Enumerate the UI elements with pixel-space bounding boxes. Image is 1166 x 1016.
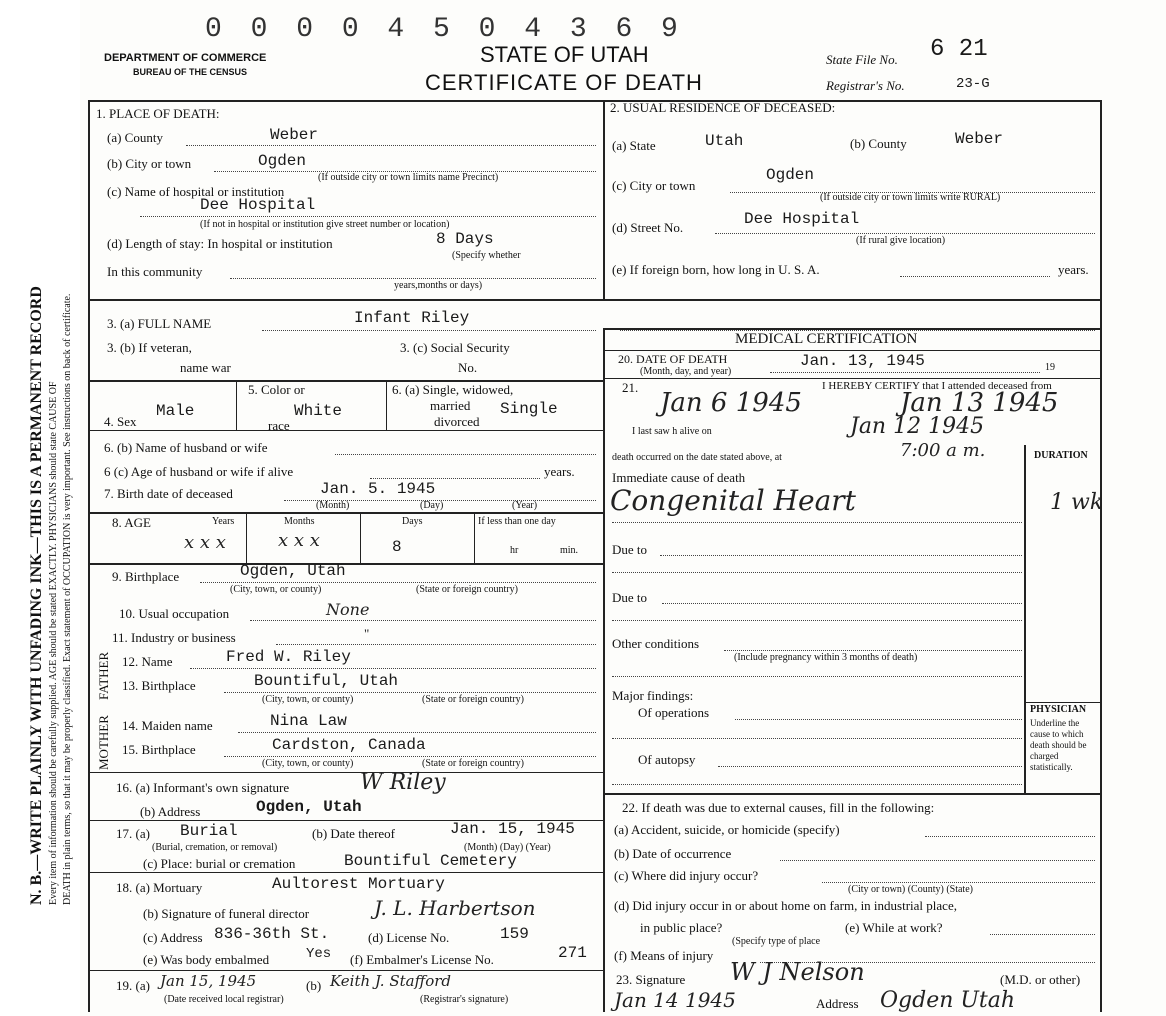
physician-heading: PHYSICIAN: [1030, 704, 1087, 715]
external-d-note: (Specify type of place: [732, 936, 821, 947]
last-saw-label: I last saw h alive on: [632, 426, 712, 437]
months-label: Months: [284, 516, 315, 527]
full-name-label: 3. (a) FULL NAME: [107, 316, 212, 331]
burial-date-label: (b) Date thereof: [312, 826, 396, 841]
burial-value: Burial: [180, 822, 238, 840]
birthplace-note1: (City, town, or county): [230, 584, 322, 595]
full-name: Infant Riley: [354, 309, 470, 327]
received-label: 19. (a): [116, 978, 150, 993]
autopsy-label: Of autopsy: [638, 752, 696, 767]
occupation-value: None: [326, 600, 370, 619]
main-divider: [603, 328, 605, 1012]
birth-date-label: 7. Birth date of deceased: [104, 486, 233, 501]
place-hospital-note: (If not in hospital or institution give street number or location): [200, 219, 450, 230]
duration-label: DURATION: [1034, 450, 1088, 461]
color-value: White: [294, 402, 343, 420]
due-to-2-label: Due to: [612, 590, 648, 605]
marital-sub1: married: [430, 398, 471, 413]
place-county: Weber: [270, 126, 319, 144]
mother-name-label: 14. Maiden name: [122, 718, 213, 733]
mother-birth-label: 15. Birthplace: [122, 742, 196, 757]
mortuary-label: 18. (a) Mortuary: [116, 880, 203, 895]
license-value: 159: [500, 925, 529, 943]
birth-day-note: (Day): [420, 500, 444, 511]
death-time: 7:00 a m.: [900, 440, 986, 461]
color-sub: race: [268, 418, 290, 433]
signature-label: 23. Signature: [616, 972, 686, 987]
side-margin: [0, 0, 80, 1016]
section-divider-1: [88, 299, 1100, 301]
informant-sig-label: 16. (a) Informant's own signature: [116, 780, 290, 795]
operations-label: Of operations: [638, 705, 710, 720]
external-e: (e) While at work?: [845, 920, 943, 935]
registrar-signature: Keith J. Stafford: [330, 972, 451, 990]
age-days: 8: [392, 538, 402, 556]
due-to-1-label: Due to: [612, 542, 648, 557]
residence-street: Dee Hospital: [744, 210, 860, 228]
residence-heading: 2. USUAL RESIDENCE OF DECEASED:: [610, 100, 836, 115]
birth-year-note: (Year): [512, 500, 538, 511]
signature-address-label: Address: [816, 996, 859, 1011]
father-birth-note1: (City, town, or county): [262, 694, 354, 705]
color-label: 5. Color or: [248, 382, 305, 397]
attended-to: Jan 13 1945: [900, 388, 1059, 418]
license-label: (d) License No.: [368, 930, 450, 945]
external-d: (d) Did injury occur in or about home on farm, in industrial place,: [614, 898, 957, 913]
place-hospital-label: (c) Name of hospital or institution: [107, 184, 285, 199]
informant-address: Ogden, Utah: [256, 798, 362, 816]
residence-street-label: (d) Street No.: [612, 220, 684, 235]
page-title: CERTIFICATE OF DEATH: [425, 70, 703, 95]
external-d2: in public place?: [640, 920, 723, 935]
birth-month-note: (Month): [316, 500, 350, 511]
father-name: Fred W. Riley: [226, 648, 351, 666]
husband-age-label: 6 (c) Age of husband or wife if alive: [104, 464, 294, 479]
veteran-label: 3. (b) If veteran,: [107, 340, 192, 355]
received-date: Jan 15, 1945: [160, 972, 257, 990]
duration-divider: [1024, 445, 1026, 793]
place-city: Ogden: [258, 152, 307, 170]
age-months: x x x: [278, 530, 320, 551]
place-community-note: years,months or days): [394, 280, 483, 291]
medical-heading: MEDICAL CERTIFICATION: [735, 331, 918, 347]
father-birth-label: 13. Birthplace: [122, 678, 196, 693]
director-label: (b) Signature of funeral director: [143, 906, 310, 921]
husband-label: 6. (b) Name of husband or wife: [104, 440, 268, 455]
external-heading: 22. If death was due to external causes, fill in the following:: [622, 800, 935, 815]
age-label: 8. AGE: [112, 515, 151, 530]
father-tag: FATHER: [96, 651, 111, 700]
embalmer-value: 271: [558, 944, 587, 962]
place-community-label: In this community: [107, 264, 203, 279]
marital-sub2: divorced: [434, 414, 480, 429]
burial-label: 17. (a): [116, 826, 150, 841]
father-birth-note2: (State or foreign country): [422, 694, 524, 705]
registrar-sig-note: (Registrar's signature): [420, 994, 509, 1005]
external-c: (c) Where did injury occur?: [614, 868, 759, 883]
certify-text: I HEREBY CERTIFY that I attended deceased from: [822, 380, 1052, 392]
mother-birth-note2: (State or foreign country): [422, 758, 524, 769]
place-city-label: (b) City or town: [107, 156, 192, 171]
frame-right: [1100, 100, 1102, 1012]
mother-name: Nina Law: [270, 712, 347, 730]
father-birthplace: Bountiful, Utah: [254, 672, 399, 690]
other-conditions-label: Other conditions: [612, 636, 700, 651]
bureau: BUREAU OF THE CENSUS: [133, 67, 248, 77]
residence-state: Utah: [705, 132, 744, 150]
birthplace-label: 9. Birthplace: [112, 569, 180, 584]
residence-county-label: (b) County: [850, 136, 907, 151]
place-hospital: Dee Hospital: [200, 196, 316, 214]
registrar-label: Registrar's No.: [826, 78, 905, 93]
physician-signature: W J Nelson: [730, 958, 865, 986]
place-stay: 8 Days: [436, 230, 494, 248]
hr-label: hr: [510, 545, 519, 556]
physician-note: Underline the cause to which death should be charged statistically.: [1030, 718, 1087, 772]
father-name-label: 12. Name: [122, 654, 173, 669]
other-conditions-note: (Include pregnancy within 3 months of death): [734, 652, 918, 663]
death-date: Jan. 13, 1945: [800, 352, 925, 370]
age-years: x x x: [184, 532, 226, 553]
place-stay-label: (d) Length of stay: In hospital or institution: [107, 236, 333, 251]
birth-date: Jan. 5. 1945: [320, 480, 436, 498]
immediate-duration: 1 wk: [1050, 490, 1104, 515]
registrar-sig-label: (b): [306, 978, 322, 993]
industry-value: ": [364, 626, 370, 641]
death-date-trail: 19: [1045, 362, 1055, 373]
marital-value: Single: [500, 400, 558, 418]
side-instruction-main: N. B.—WRITE PLAINLY WITH UNFADING INK—THIS IS A PERMANENT RECORD: [28, 286, 45, 905]
mortuary-address-label: (c) Address: [143, 930, 203, 945]
mortuary-address: 836-36th St.: [214, 925, 330, 943]
residence-foreign-unit: years.: [1058, 262, 1089, 277]
death-date-label: 20. DATE OF DEATH: [618, 352, 728, 366]
burial-note: (Burial, cremation, or removal): [152, 842, 278, 853]
top-divider: [603, 100, 605, 300]
occupation-label: 10. Usual occupation: [119, 606, 230, 621]
last-saw-date: Jan 12 1945: [850, 414, 985, 439]
immediate-cause: Congenital Heart: [610, 484, 856, 517]
certify-number: 21.: [622, 380, 639, 395]
frame-top: [88, 100, 1100, 102]
residence-city-note: (If outside city or town limits write RURAL): [820, 192, 1001, 203]
mother-tag: MOTHER: [96, 715, 111, 770]
embalmer-label: (f) Embalmer's License No.: [350, 952, 494, 967]
external-f: (f) Means of injury: [614, 948, 714, 963]
row-divider-3b: [88, 380, 603, 382]
years-label: Years: [212, 516, 235, 527]
md-label: (M.D. or other): [1000, 972, 1081, 987]
attended-from: Jan 6 1945: [660, 388, 802, 418]
industry-label: 11. Industry or business: [112, 630, 236, 645]
burial-place: Bountiful Cemetery: [344, 852, 517, 870]
burial-date-note: (Month) (Day) (Year): [464, 842, 551, 853]
immediate-label: Immediate cause of death: [612, 470, 746, 485]
embalmed-value: Yes: [306, 946, 332, 962]
external-c-note: (City or town) (County) (State): [848, 884, 973, 895]
less-than-day-label: If less than one day: [478, 516, 556, 527]
mother-birth-note1: (City, town, or county): [262, 758, 354, 769]
mortuary-value: Aultorest Mortuary: [272, 875, 445, 893]
registrar-value: 23-G: [956, 76, 990, 92]
state-file-label: State File No.: [826, 52, 898, 67]
department: DEPARTMENT OF COMMERCE: [104, 52, 267, 64]
birthplace-note2: (State or foreign country): [416, 584, 518, 595]
sex-value: Male: [156, 402, 195, 420]
residence-foreign-label: (e) If foreign born, how long in U. S. A.: [612, 262, 820, 277]
signature-date: Jan 14 1945: [614, 988, 736, 1012]
marital-label: 6. (a) Single, widowed,: [392, 382, 514, 397]
director-signature: J. L. Harbertson: [374, 896, 536, 920]
min-label: min.: [560, 545, 579, 556]
embalmed-label: (e) Was body embalmed: [143, 952, 270, 967]
sex-label: 4. Sex: [104, 414, 137, 429]
major-findings-label: Major findings:: [612, 688, 694, 703]
state-title: STATE OF UTAH: [480, 42, 649, 67]
husband-age-unit: years.: [544, 464, 575, 479]
death-time-label: death occurred on the date stated above, at: [612, 452, 782, 463]
residence-county: Weber: [955, 130, 1004, 148]
frame-left: [88, 100, 90, 1012]
external-b: (b) Date of occurrence: [614, 846, 732, 861]
received-note: (Date received local registrar): [164, 994, 284, 1005]
ssn-label: 3. (c) Social Security: [400, 340, 510, 355]
place-county-label: (a) County: [107, 130, 163, 145]
birthplace-value: Ogden, Utah: [240, 562, 346, 580]
residence-city: Ogden: [766, 166, 815, 184]
place-stay-note: (Specify whether: [452, 250, 521, 261]
informant-signature: W Riley: [360, 770, 446, 795]
ssn-sub: No.: [458, 360, 478, 375]
burial-date: Jan. 15, 1945: [450, 820, 575, 838]
external-a: (a) Accident, suicide, or homicide (specify): [614, 822, 840, 837]
days-label: Days: [402, 516, 423, 527]
residence-city-label: (c) City or town: [612, 178, 696, 193]
veteran-sub: name war: [180, 360, 231, 375]
serial-number: 0 0 0 0 4 5 0 4 3 6 9: [205, 14, 684, 45]
state-file-value: 6 21: [930, 36, 988, 63]
place-heading: 1. PLACE OF DEATH:: [96, 106, 220, 121]
residence-street-note: (If rural give location): [856, 235, 946, 246]
residence-state-label: (a) State: [612, 138, 656, 153]
row-divider-21: [603, 793, 1100, 795]
death-date-sub: (Month, day, and year): [640, 366, 732, 377]
side-instruction-1: Every item of information should be carefully supplied. AGE should be stated EXACTLY. PHYSICIANS should state CAUSE OF: [48, 381, 59, 905]
burial-place-label: (c) Place: burial or cremation: [143, 856, 296, 871]
informant-address-label: (b) Address: [140, 804, 201, 819]
place-city-note: (If outside city or town limits name Precinct): [318, 172, 499, 183]
row-divider-7: [88, 512, 603, 514]
mother-birthplace: Cardston, Canada: [272, 736, 426, 754]
side-instruction-2: DEATH in plain terms, so that it may be properly classified. Exact statement of OCCUPATION is very important. See instructions on back of certificate.: [62, 293, 73, 905]
signature-address: Ogden Utah: [880, 988, 1016, 1013]
